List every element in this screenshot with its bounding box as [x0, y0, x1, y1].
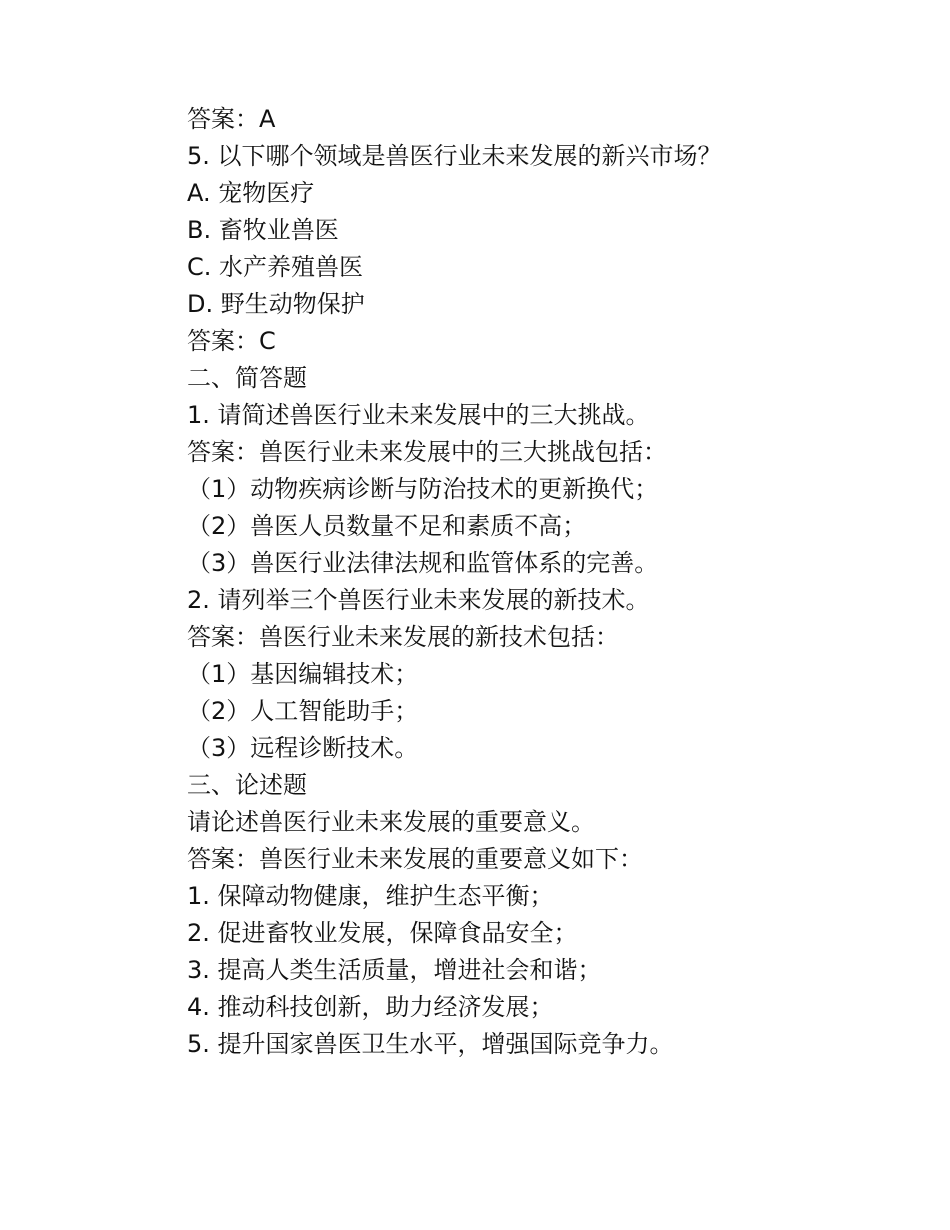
option-c: C. 水产养殖兽医 [187, 253, 364, 281]
list-item: （1）动物疾病诊断与防治技术的更新换代； [187, 475, 659, 503]
list-item: 3. 提高人类生活质量，增进社会和谐； [187, 956, 602, 984]
list-item: （2）人工智能助手； [187, 697, 419, 725]
option-b: B. 畜牧业兽医 [187, 216, 339, 244]
document-body [187, 101, 887, 1063]
short-answer-question-2: 2. 请列举三个兽医行业未来发展的新技术。 [187, 586, 650, 614]
list-item: （3）远程诊断技术。 [187, 734, 419, 762]
list-item: 4. 推动科技创新，助力经济发展； [187, 993, 554, 1021]
option-a: A. 宠物医疗 [187, 179, 315, 207]
section-heading-short-answer: 二、简答题 [187, 364, 307, 392]
list-item: （2）兽医人员数量不足和素质不高； [187, 512, 587, 540]
answer-line: 答案：兽医行业未来发展的新技术包括： [187, 623, 619, 651]
list-item: 2. 促进畜牧业发展，保障食品安全； [187, 919, 578, 947]
list-item: （3）兽医行业法律法规和监管体系的完善。 [187, 549, 659, 577]
answer-line: 答案：兽医行业未来发展中的三大挑战包括： [187, 438, 667, 466]
list-item: 5. 提升国家兽医卫生水平，增强国际竞争力。 [187, 1030, 674, 1058]
option-d: D. 野生动物保护 [187, 290, 365, 318]
essay-question: 请论述兽医行业未来发展的重要意义。 [187, 808, 595, 836]
answer-line: 答案：A [187, 105, 276, 133]
list-item: （1）基因编辑技术； [187, 660, 419, 688]
answer-line: 答案：兽医行业未来发展的重要意义如下： [187, 845, 643, 873]
answer-line: 答案：C [187, 327, 276, 355]
list-item: 1. 保障动物健康，维护生态平衡； [187, 882, 554, 910]
question-5: 5. 以下哪个领域是兽医行业未来发展的新兴市场？ [187, 142, 722, 170]
short-answer-question-1: 1. 请简述兽医行业未来发展中的三大挑战。 [187, 401, 650, 429]
section-heading-essay: 三、论述题 [187, 771, 307, 799]
